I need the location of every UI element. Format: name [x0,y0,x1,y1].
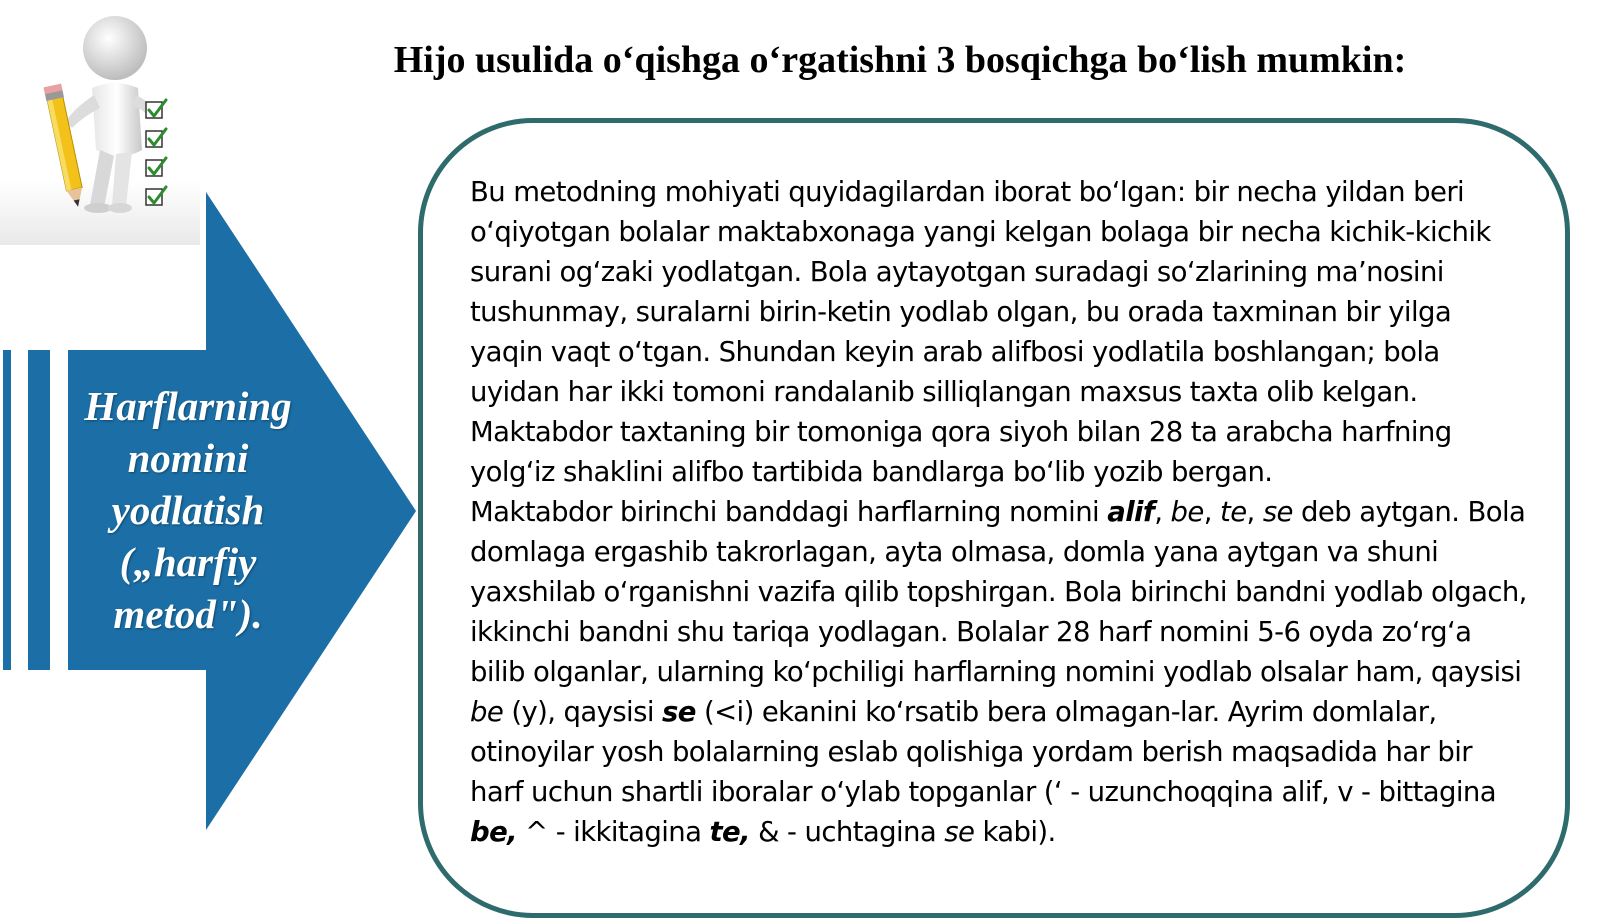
arrow-label-line: nomini [127,435,249,481]
arrow-stripe-wide [28,350,50,670]
arrow-label-line: Harflarning [84,383,292,429]
text-run: kabi). [974,816,1056,848]
arrow-label [68,380,308,640]
text-run: ^ - ikkitagina [516,816,710,848]
arrow-label-line: („harfiy [119,539,257,585]
term-se: se [1262,496,1293,528]
term-be: be, [470,816,517,848]
term-se: se [662,696,696,728]
paragraph-1: Bu metodning mohiyati quyidagilardan iborat bo‘lgan: bir necha yildan beri o‘qiyotgan bolalar maktabxonaga yangi kelgan bolaga bir necha kichik-kichik surani og‘zaki yodlatgan. Bola aytayotgan suradagi so‘zlarining ma’nosini tushunmay, suralarni birin-ketin yodlab olgan, bu orada taxminan bir yilga yaqin vaqt o‘tgan. Shundan keyin arab alifbosi yodlatila boshlangan; bola uyidan har ikki tomoni randalanib silliqlangan maxsus taxta olib kelgan. Maktabdor taxtaning bir tomoniga qora siyoh bilan 28 ta arabcha harfning yolg‘iz shaklini alifbo tartibida bandlarga bo‘lib yozib bergan. [470,176,1491,488]
panel-text [470,172,1530,852]
text-run: Maktabdor birinchi banddagi harflarning nomini [470,496,1108,528]
term-be: be [470,696,504,728]
text-run: , [1154,496,1171,528]
term-se: se [944,816,975,848]
term-te: te [1220,496,1247,528]
text-run: (<i) ekanini ko‘rsatib bera olmagan-lar. Ayrim domlalar, otinoyilar yosh bolalarning eslab qolishiga yordam berish maqsadida har bir harf uchun shartli iboralar o‘ylab topganlar (‘ - uzunchoqqina alif, v - bittagina [470,696,1497,808]
term-alif: alif [1107,496,1155,528]
text-run: , [1203,496,1221,528]
paragraph-2 [470,492,1530,852]
term-be: be [1170,496,1204,528]
text-run: , [1246,496,1263,528]
arrow-label-line: metod"). [113,591,263,637]
text-run: deb aytgan. Bola domlaga ergashib takrorlagan, ayta olmasa, domla yana aytgan va shuni yaxshilab o‘rganishni vazifa qilib topshirgan. Bola birinchi bandni yodlab olgach, ikkinchi bandni shu tariqa yodlagan. Bolalar 28 harf nomini 5-6 oyda zo‘rg‘a bilib olganlar, ularning ko‘pchiligi harflarning nomini yodlab olsalar ham, qaysisi [470,496,1527,688]
arrow-label-line: yodlatish [111,487,265,533]
arrow-stripe-thin [3,350,11,670]
term-te: te, [709,816,750,848]
text-run: (y), qaysisi [503,696,663,728]
text-run: & - uchtagina [749,816,945,848]
slide-title: Hijo usulida o‘qishga o‘rgatishni 3 bosqichga bo‘lish mumkin: [393,39,1407,81]
